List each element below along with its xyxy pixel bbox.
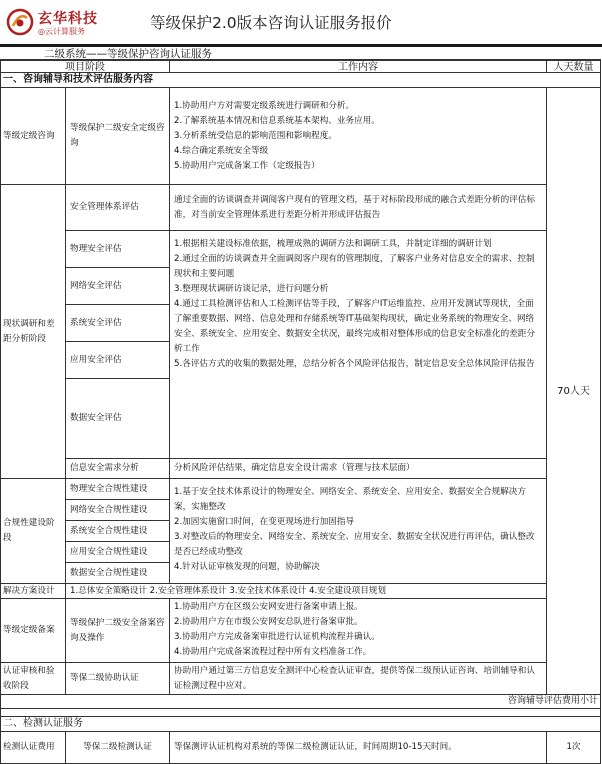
content-line: 4.协助用户完成备案流程过程中所有文档准备工作。 xyxy=(174,647,372,657)
company-logo xyxy=(6,6,126,40)
phase-survey xyxy=(0,185,66,479)
count-testing xyxy=(547,732,601,764)
globe-icon: ◎ xyxy=(38,27,45,36)
phase-survey-label: 现状调研和差距分析阶段 xyxy=(3,318,55,344)
item-label: 数据安全合规性建设 xyxy=(70,567,148,578)
item-label: 信息安全需求分析 xyxy=(70,463,139,473)
item-label: 系统安全评估 xyxy=(70,317,122,328)
header-divider xyxy=(0,44,602,47)
phase-testing xyxy=(0,732,66,764)
item-filing xyxy=(66,599,170,663)
item-grading xyxy=(66,88,170,185)
content-text: 等保测评认证机构对系统的等保二级检测证认证，时间周期10-15天时间。 xyxy=(174,742,457,752)
item-system-compliance xyxy=(66,521,170,542)
item-requirements-analysis xyxy=(66,459,170,479)
section1-title: 一、咨询辅导和技术评估服务内容 xyxy=(0,73,601,88)
item-label: 等保二级检测认证 xyxy=(83,742,152,752)
content-compliance xyxy=(170,479,547,584)
content-text: 协助用户通过第三方信息安全测评中心检查认证审查，提供等保二级预认证咨询、培训辅导和认证检测过程中应对。 xyxy=(174,665,535,691)
content-filing xyxy=(170,599,547,663)
item-label: 系统安全合规性建设 xyxy=(70,525,148,536)
content-line: 4.通过工具检测评估和人工检测评估等手段，了解客户IT运维监控、应用开发测试等现状，全面了解重要数据、网络、信息处理和存储系统等IT基础架构现状，确定业务系统的物理安全、网络安全、系统安全、应用安全、数据安全状况，最终完成相对整体形成的信息安全标准化的差距分析工作 xyxy=(174,299,535,354)
item-testing xyxy=(66,732,170,764)
content-review xyxy=(170,663,547,695)
content-line: 1.协助用户方在区级公安网安进行备案申请上报。 xyxy=(174,602,363,612)
item-review xyxy=(66,663,170,695)
item-label: 物理安全合规性建设 xyxy=(70,483,148,494)
content-text: 分析风险评估结果，确定信息安全设计需求（管理与技术层面） xyxy=(174,463,415,473)
item-physical-assessment xyxy=(66,231,170,268)
phase-compliance-label: 合规性建设阶段 xyxy=(3,518,55,543)
content-line: 4.针对认证审核发现的问题，协助解决 xyxy=(174,562,320,572)
item-data-compliance xyxy=(66,563,170,584)
content-text: 通过全面的访谈调查并调阅客户现有的管理文档，基于对标阶段形成的融合式差距分析的评估标准，对当前安全管理体系进行差距分析并形成评估报告 xyxy=(174,194,535,220)
item-network-compliance xyxy=(66,500,170,521)
content-design xyxy=(66,584,547,599)
phase-filing-label: 等级定级备案 xyxy=(3,625,55,635)
column-header-content: 工作内容 xyxy=(170,60,547,73)
days-total xyxy=(547,88,601,695)
content-line: 4.综合确定系统安全等级 xyxy=(174,146,269,156)
item-physical-compliance xyxy=(66,479,170,500)
phase-grading-label: 等级定级咨询 xyxy=(3,130,55,141)
item-label: 物理安全评估 xyxy=(70,243,122,254)
logo-icon xyxy=(6,8,34,36)
item-application-compliance xyxy=(66,542,170,563)
phase-review-label: 认证审核和验收阶段 xyxy=(3,665,55,691)
item-label: 应用安全评估 xyxy=(70,354,122,365)
section2-title: 二、检测认证服务 xyxy=(0,717,601,732)
content-line: 2.了解系统基本情况和信息系统基本架构、业务应用。 xyxy=(174,116,380,126)
spacer-row xyxy=(0,709,601,717)
logo-name: 玄华科技 xyxy=(38,11,98,27)
item-mgmt-assessment xyxy=(66,185,170,231)
content-line: 5.各评估方式的收集的数据处理，总结分析各个风险评估报告，制定信息安全总体风险评估报告 xyxy=(174,359,535,369)
content-line: 3.对整改后的物理安全、网络安全、系统安全、应用安全、数据安全状况进行再评估，确认整改是否已经成功整改 xyxy=(174,532,535,557)
item-system-assessment xyxy=(66,305,170,342)
item-label: 等级保护二级安全备案咨询及操作 xyxy=(70,617,165,643)
phase-testing-label: 检测认证费用 xyxy=(3,742,55,752)
content-tech-assessment xyxy=(170,231,547,459)
content-testing xyxy=(170,732,547,764)
days-total-value: 70人天 xyxy=(557,385,590,397)
phase-design xyxy=(0,584,66,599)
content-line: 1.协助用户方对需要定级系统进行调研和分析。 xyxy=(174,101,355,111)
item-label: 等保二级协助认证 xyxy=(70,673,139,683)
fee-subtotal-row xyxy=(0,695,601,709)
phase-filing xyxy=(0,599,66,663)
content-line: 2.协助用户方在市级公安网安总队进行备案审批。 xyxy=(174,617,363,627)
fee-subtotal-label: 咨询辅导评估费用小计 xyxy=(507,696,598,706)
content-line: 3.整理现状调研访谈记录，进行问题分析 xyxy=(174,284,329,294)
phase-design-label: 解决方案设计 xyxy=(3,585,55,596)
content-line: 3.分析系统受信息的影响范围和影响程度。 xyxy=(174,131,337,141)
content-line: 1.基于安全技术体系设计的物理安全、网络安全、系统安全、应用安全、数据安全合规解决方案，实施整改 xyxy=(174,487,526,512)
column-header-days: 人天数量 xyxy=(547,60,601,73)
content-line: 5.协助用户完成备案工作（定级报告） xyxy=(174,161,320,171)
content-line: 1.根据相关建设标准依据，梳理成熟的调研方法和调研工具，并制定详细的调研计划 xyxy=(174,239,492,249)
content-text: 1.总体安全策略设计 2.安全管理体系设计 3.安全技术体系设计 4.安全建设项目规划 xyxy=(70,585,386,596)
phase-grading xyxy=(0,88,66,185)
phase-review xyxy=(0,663,66,695)
item-label: 网络安全评估 xyxy=(70,280,122,291)
system-title: 二级系统——等级保护咨询认证服务 xyxy=(0,48,601,60)
content-grading xyxy=(170,88,547,185)
item-data-assessment xyxy=(66,379,170,459)
content-mgmt-assessment xyxy=(170,185,547,231)
content-line: 2.加固实施窗口时间，在变更现场进行加固指导 xyxy=(174,517,355,527)
content-line: 3.协助用户方完成备案审批进行认证机构流程并确认。 xyxy=(174,632,380,642)
content-line: 2.通过全面的访谈调查并全面调阅客户现有的管理制度，了解客户业务对信息安全的需求、控制现状和主要问题 xyxy=(174,254,535,279)
count-testing-value: 1次 xyxy=(566,742,581,752)
item-label: 数据安全评估 xyxy=(70,413,122,423)
item-label: 安全管理体系评估 xyxy=(70,202,139,212)
item-label: 网络安全合规性建设 xyxy=(70,504,148,515)
logo-subtitle-text: 云计算服务 xyxy=(44,27,85,36)
item-label: 应用安全合规性建设 xyxy=(70,546,148,557)
item-grading-label: 等级保护二级安全定级咨询 xyxy=(70,123,165,148)
column-header-phase: 项目阶段 xyxy=(0,60,170,73)
document-header xyxy=(0,0,602,46)
phase-compliance xyxy=(0,479,66,584)
item-network-assessment xyxy=(66,268,170,305)
document-title: 等级保护2.0版本咨询认证服务报价 xyxy=(150,14,392,32)
content-requirements-analysis xyxy=(170,459,547,479)
item-application-assessment xyxy=(66,342,170,379)
logo-subtitle xyxy=(38,26,85,37)
